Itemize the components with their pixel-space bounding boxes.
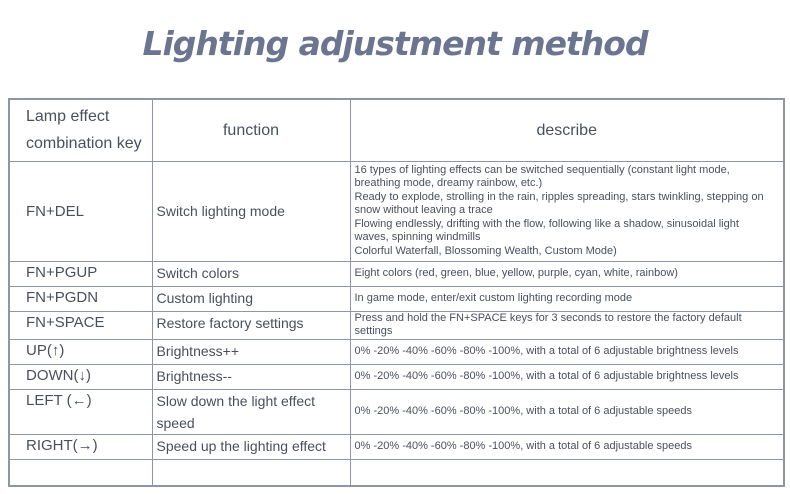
row-function: Restore factory settings [152, 311, 350, 339]
row-key: FN+PGDN [9, 286, 152, 311]
page-title: Lighting adjustment method [142, 24, 648, 63]
table-row [9, 364, 784, 389]
row-describe: 0% -20% -40% -60% -80% -100%, with a total of 6 adjustable brightness levels [350, 364, 784, 389]
row-function: Brightness++ [152, 339, 350, 364]
row-describe: Eight colors (red, green, blue, yellow, purple, cyan, white, rainbow) [350, 261, 784, 286]
row-function: Speed up the lighting effect [152, 434, 350, 459]
row-key: UP(↑) [9, 339, 152, 364]
header-function: function [152, 99, 350, 161]
row-describe: 0% -20% -40% -60% -80% -100%, with a total of 6 adjustable speeds [350, 434, 784, 459]
row-function: Brightness-- [152, 364, 350, 389]
table-row [9, 339, 784, 364]
empty-cell [152, 459, 350, 486]
table-row [9, 161, 784, 261]
row-describe: 0% -20% -40% -60% -80% -100%, with a total of 6 adjustable speeds [350, 389, 784, 434]
row-function: Switch colors [152, 261, 350, 286]
table-row [9, 389, 784, 434]
table-row [9, 311, 784, 339]
table-row [9, 434, 784, 459]
row-function: Custom lighting [152, 286, 350, 311]
row-key: RIGHT(→) [9, 434, 152, 459]
table-row [9, 286, 784, 311]
describe-line: Flowing endlessly, drifting with the flow, following like a shadow, sinusoidal light [354, 217, 739, 230]
table-header-row [9, 99, 784, 161]
row-key: FN+SPACE [9, 311, 152, 339]
describe-line: breathing mode, dreamy rainbow, etc.) [354, 177, 543, 190]
describe-line: waves, spinning windmills [354, 231, 481, 244]
table-empty-row [9, 459, 784, 486]
row-describe: 0% -20% -40% -60% -80% -100%, with a total of 6 adjustable brightness levels [350, 339, 784, 364]
row-function: Switch lighting mode [152, 161, 350, 261]
describe-line: Colorful Waterfall, Blossoming Wealth, Custom Mode) [354, 244, 617, 257]
describe-line: snow without leaving a trace [354, 204, 493, 217]
row-describe: Press and hold the FN+SPACE keys for 3 seconds to restore the factory default settings [350, 311, 784, 339]
row-describe: In game mode, enter/exit custom lighting recording mode [350, 286, 784, 311]
describe-line: Ready to explode, strolling in the rain, ripples spreading, stars twinkling, stepping on [354, 190, 764, 203]
lighting-table [8, 98, 785, 487]
header-key: Lamp effect combination key [9, 99, 152, 161]
row-key: FN+DEL [9, 161, 152, 261]
row-describe [350, 161, 784, 261]
describe-line: 16 types of lighting effects can be switched sequentially (constant light mode, [354, 163, 730, 176]
table-row [9, 261, 784, 286]
row-key: FN+PGUP [9, 261, 152, 286]
row-function: Slow down the light effect speed [152, 389, 350, 434]
empty-cell [9, 459, 152, 486]
header-describe: describe [350, 99, 784, 161]
row-key: LEFT (←) [9, 389, 152, 434]
row-key: DOWN(↓) [9, 364, 152, 389]
empty-cell [350, 459, 784, 486]
